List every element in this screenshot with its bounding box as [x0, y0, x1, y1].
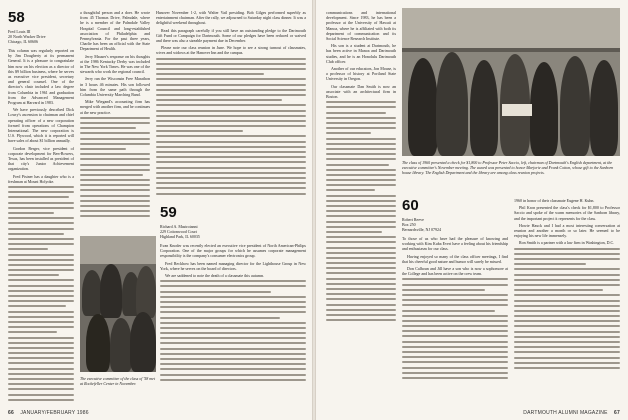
page-number: 67 [614, 410, 620, 416]
class-59-column-continued [326, 10, 396, 402]
class-58-column-continued [80, 10, 150, 232]
column-paragraph: This column was regularly reported on by Jim Dougherty at its permanent General. It is a pleasure to congratulate him now on his election as a director of this $9 billion business, where he serves as executive vice president, secretary and general counsel. One of the director's chair included a law degree from Columbia in 1961 and graduation from the Advanced Management Program at Harvard in 1983. [8, 48, 74, 106]
text-lines [80, 117, 150, 218]
column-paragraph: His son is a student at Dartmouth, he has been active in Manoa and Dartmouth studies, and he is an Honolulu Dartmouth Club officer. [326, 43, 396, 64]
column-paragraph: Hanover November 1-2, with Walter Vail presiding. Bob Gilges performed superbly as entertainment chairman. After the rally, we adjourned to Saturday night class dinner. It was a delightful weekend throughout. [156, 10, 306, 26]
class-58-column-right [156, 10, 306, 198]
text-lines [402, 278, 508, 379]
column-paragraph: communications and international development. Since 1983, he has been a professor at the University of Hawaii at Manoa, where he is affiliated with both its department of communication and its Social Science Research Institute. [326, 10, 396, 42]
class-58-executive-committee-photo [80, 236, 156, 372]
column-paragraph: Jerry ran the Wisconsin Free Marathon in 3 hours 46 minutes. His son followed him from the same path through the Columbia University Marching Band. [80, 76, 150, 98]
column-paragraph: Howie Hauck and I had a most interesting conversation at reunion and another a month or so later. He seemed to be enjoying his new life immensely. [514, 222, 620, 239]
class-60-column-continued [514, 198, 620, 404]
column-paragraph: Another of our educators, Jon Mouse, is a professor of history at Portland State University in Oregon. [326, 66, 396, 82]
page-number: 66 [8, 410, 14, 416]
column-paragraph: Gordon Berger, vice president of corporate development for Ben-Bowers, Texas, has been installed as president of that city's Junior Achievement organization. [8, 145, 74, 172]
text-lines [514, 248, 620, 369]
column-paragraph: Phil Kron presented the class's check for $1,800 to Professor Saccio and spoke of the warm memories of the Sanborn library, and the important project it represents for the class. [514, 205, 620, 221]
class-secretary-address: Fred Louis III 20 North Wacker Drive Chicago, IL 60606 [8, 29, 46, 44]
left-folio [8, 410, 89, 416]
right-page [316, 0, 628, 420]
column-paragraph: Our classmate Dan Smith is now an associate with an architectural firm in Boston. [326, 83, 396, 100]
class-secretary-address: Richard A. Mastroianni 229 Cottonwood Court Highland Park, IL 60035 [160, 224, 200, 239]
photo-caption: The executive committee of the class of '58 met at Rockefeller Center in November. [80, 376, 156, 386]
left-page [0, 0, 312, 420]
class-60-check-presentation-photo [402, 8, 620, 156]
column-paragraph: We are saddened to note the death of a classmate this autumn. [165, 273, 264, 279]
column-paragraph: Jerry Mauser's response on his thoughts at the 1986 Kentucky Derby was included in The New York Times. He was one of the stewards who work the regional council. [80, 53, 150, 75]
column-paragraph: 1960 in honor of their classmate Eugene H. Kuhn. [514, 198, 595, 203]
class-60-column [402, 198, 508, 404]
column-paragraph: Ron Smith is a partner with a law firm in Washington, D.C. [519, 240, 615, 246]
right-folio [523, 410, 620, 416]
column-paragraph: Please note our class reunion in June. We hope to see a strong turnout of classmates, wives and widows at the Hanover Inn and the campus. [156, 45, 306, 56]
column-paragraph: Fred Reckhow has been named managing director for the Lighthouse Group in New York, where he serves on the board of directors. [160, 260, 306, 271]
class-secretary-address: Robert Reeve Box 250 Bernardsville, NJ 07924 [402, 217, 441, 232]
class-year-59: 59 [160, 205, 177, 221]
text-lines [156, 58, 306, 198]
column-paragraph: Mike Wiegand's accounting firm has merged with another firm, and he continues at the new practice. [80, 99, 150, 115]
column-paragraph: We have previously described Dick Lowry's ascension to chairman and chief operating officer of a new corporation formed from operations of Champion International. The new corporation is U.S. Plywood, which it is reported will have sales of about $1 billion annually. [8, 107, 74, 144]
photo-caption: The class of 1960 presented a check for $1,800 to Professor Peter Saccio, left, chairman of Dartmouth's English department, at the executive committee's November meeting. The award was presented to honor Marjorie and Frank Cotton, whose gift to the Sanborn house library. The English Department and the library are among class reunion projects. [402, 160, 614, 175]
column-paragraph: Evan Knoder was recently elected an executive vice president of North American-Philips Corporation. One of the major groups for which he assumes corporate management responsibility is the company's consumer electronics group. [160, 243, 306, 259]
magazine-name: DARTMOUTH ALUMNI MAGAZINE [523, 410, 608, 416]
column-paragraph: To those of us who have had the pleasure of knowing and working with Kim Kuba Evert have a feeling about his friendship and enthusiasm for our class. [402, 236, 508, 252]
class-year-60: 60 [402, 198, 419, 214]
text-lines [326, 101, 396, 321]
class-59-column [160, 205, 306, 405]
text-lines [8, 186, 74, 401]
column-paragraph: Having enjoyed so many of the class officer meetings, I find that his cheerful good nature and humor will surely be missed. [402, 253, 508, 264]
column-paragraph: Don Calhoun and Jill have a son who is now a sophomore at the College and has been active on the crew team. [402, 266, 508, 277]
column-paragraph: Fred Pistner has a daughter who is a freshman at Mount Holyoke. [8, 173, 74, 184]
issue-date: JANUARY/FEBRUARY 1986 [20, 410, 89, 416]
column-paragraph: a thoughtful person and a doer. He wrote from 45 Thomas Drive, Palmdale, where he is a member of the Palmdale Valley Hospital Council and long-established association of Philadelphia and Pennsylvania. For the past three years, Charlie has been an official with the State Department of Health. [80, 10, 150, 52]
column-paragraph: Read this paragraph carefully if you still have an outstanding pledge to the Dartmouth Gift Fund or Campaign for Dartmouth. Some of our pledges have been reduced or waived and there was also a sizeable payment due in December. [156, 27, 306, 44]
class-year-58: 58 [8, 10, 25, 26]
class-58-column [8, 10, 74, 402]
text-lines [160, 280, 306, 381]
